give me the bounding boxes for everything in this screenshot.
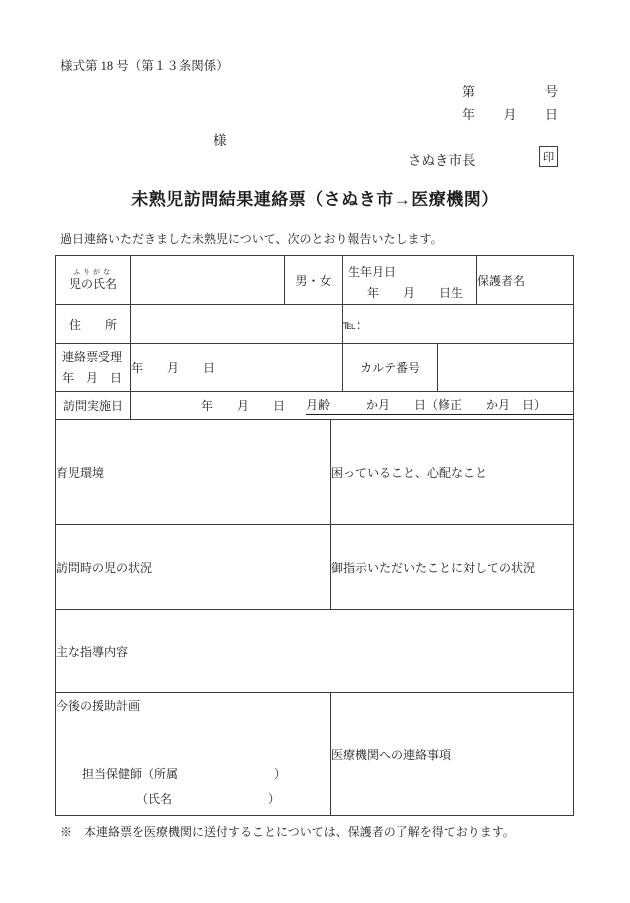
guardian-label: 保護者名 — [477, 273, 526, 288]
support-plan-cell — [56, 693, 331, 816]
chart-number-label: カルテ番号 — [360, 361, 421, 375]
childcare-environment-label: 育児環境 — [56, 465, 105, 480]
address-label: 住 所 — [68, 317, 117, 332]
child-condition-label: 訪問時の児の状況 — [56, 560, 153, 575]
receipt-label-line1: 連絡票受理 — [62, 349, 123, 364]
visit-date-label: 訪問実施日 — [62, 399, 123, 413]
page-title: 未熟児訪問結果連絡票（さぬき市→医療機関） — [131, 190, 499, 209]
doc-number-suffix: 号 — [544, 84, 558, 99]
support-plan-label: 今後の援助計画 — [56, 698, 141, 713]
row-child-name — [56, 256, 574, 305]
birthdate-cell — [343, 256, 477, 305]
sex-cell — [285, 256, 343, 305]
sender-name: さぬき市長 — [408, 153, 476, 168]
worries-label: 困っていること、心配なこと — [331, 465, 488, 480]
child-name-label: 児の氏名 — [68, 276, 117, 291]
staff-name-line: （氏名 ） — [82, 791, 281, 806]
visit-age-value: 月齢 か月 日（修正 か月 日） — [306, 396, 573, 415]
birthdate-label: 生年月日 — [348, 265, 397, 279]
hospital-notes-cell — [331, 693, 574, 816]
sex-label: 男・女 — [295, 273, 332, 288]
furigana-label: ふりがな — [73, 268, 113, 277]
seal-character: 印 — [542, 151, 555, 164]
child-condition-cell — [56, 525, 331, 610]
row-receipt — [56, 344, 574, 392]
row-support-plan — [56, 693, 574, 816]
row-guidance — [56, 610, 574, 693]
tel-cell — [343, 305, 574, 344]
form-number: 様式第 18 号（第１３条関係） — [60, 59, 229, 73]
seal-mark — [539, 146, 558, 167]
staff-block — [56, 762, 330, 812]
row-visit-date — [56, 392, 574, 420]
child-name-field — [131, 256, 285, 305]
receipt-label-line2: 年 月 日 — [62, 370, 123, 385]
addressee-suffix: 様 — [213, 133, 227, 148]
worries-cell — [331, 420, 574, 525]
row-environment — [56, 420, 574, 525]
date-year-label: 年 — [462, 107, 476, 122]
document-number-line — [462, 81, 558, 100]
doc-number-prefix: 第 — [462, 84, 476, 99]
instruction-status-label: 御指示いただいたことに対しての状況 — [331, 560, 536, 575]
intro-text: 過日連絡いただきました未熟児について、次のとおり報告いたします。 — [60, 232, 443, 246]
tel-label: ℡： — [343, 317, 368, 332]
address-label-cell — [56, 305, 131, 344]
date-month-label: 月 — [503, 107, 517, 122]
form-table — [55, 255, 574, 816]
visit-date-value: 年 月 日 — [201, 399, 286, 413]
date-day-label: 日 — [544, 107, 558, 122]
guardian-cell — [477, 256, 574, 305]
footnote-text: ※ 本連絡票を医療機関に送付することについては、保護者の了解を得ております。 — [60, 825, 515, 839]
receipt-date-field — [131, 344, 343, 392]
address-field — [131, 305, 343, 344]
chart-number-label-cell — [343, 344, 438, 392]
chart-number-field — [438, 344, 574, 392]
receipt-date-value: 年 月 日 — [131, 361, 216, 375]
guidance-label: 主な指導内容 — [56, 644, 129, 659]
visit-date-field — [131, 392, 574, 420]
staff-affiliation-line: 担当保健師（所属 ） — [82, 766, 287, 781]
visit-date-label-cell — [56, 392, 131, 420]
guidance-cell — [56, 610, 574, 693]
hospital-notes-label: 医療機関への連絡事項 — [331, 747, 452, 762]
row-address — [56, 305, 574, 344]
receipt-label-cell — [56, 344, 131, 392]
childcare-environment-cell — [56, 420, 331, 525]
document-date-line — [462, 104, 558, 123]
birthdate-value: 年 月 日生 — [367, 286, 464, 300]
child-name-label-cell — [56, 256, 131, 305]
row-child-condition — [56, 525, 574, 610]
instruction-status-cell — [331, 525, 574, 610]
